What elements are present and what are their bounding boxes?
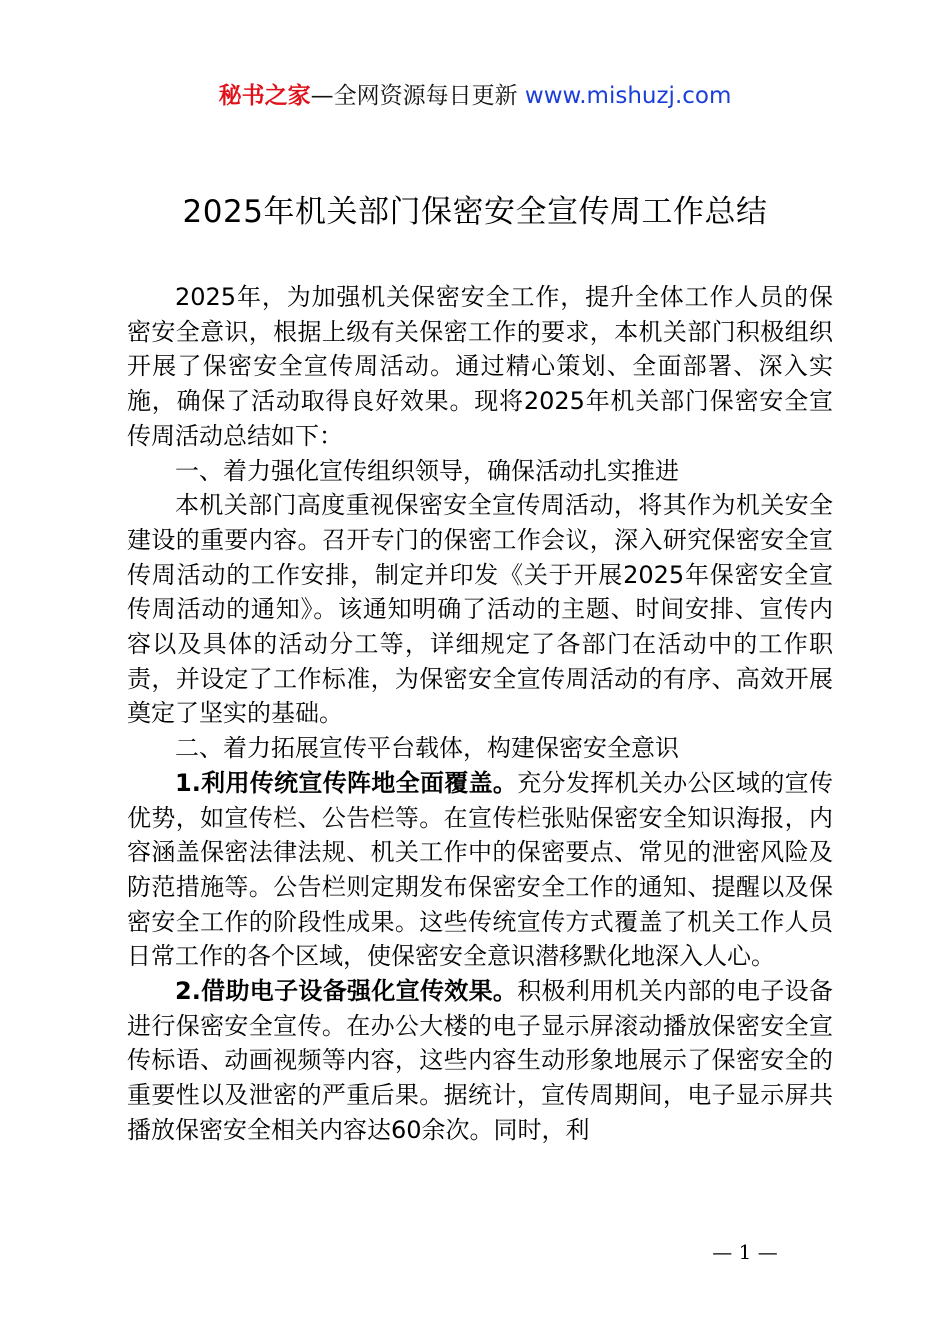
item-2-paragraph bbox=[127, 974, 833, 1148]
site-banner bbox=[0, 80, 950, 112]
site-url-link[interactable]: www.mishuzj.com bbox=[524, 83, 732, 109]
section-2-heading: 二、着力拓展宣传平台载体，构建保密安全意识 bbox=[175, 734, 679, 763]
section-1-paragraph: 本机关部门高度重视保密安全宣传周活动，将其作为机关安全建设的重要内容。召开专门的保密工作会议，深入研究保密安全宣传周活动的工作安排，制定并印发《关于开展2025年保密安全宣传周活动的通知》。该通知明确了活动的主题、时间安排、宣传内容以及具体的活动分工等，详细规定了各部门在活动中的工作职责，并设定了工作标准，为保密安全宣传周活动的有序、高效开展奠定了坚实的基础。 bbox=[127, 491, 833, 728]
item-1-text: 充分发挥机关办公区域的宣传优势，如宣传栏、公告栏等。在宣传栏张贴保密安全知识海报，内容涵盖保密法律法规、机关工作中的保密要点、常见的泄密风险及防范措施等。公告栏则定期发布保密安全工作的通知、提醒以及保密安全工作的阶段性成果。这些传统宣传方式覆盖了机关工作人员日常工作的各个区域，使保密安全意识潜移默化地深入人心。 bbox=[127, 768, 833, 971]
item-1-paragraph bbox=[127, 766, 833, 974]
banner-slogan: —全网资源每日更新 bbox=[310, 83, 518, 109]
document-body bbox=[127, 280, 833, 1148]
item-1-lead: 1.利用传统宣传阵地全面覆盖。 bbox=[175, 768, 518, 797]
item-2-lead: 2.借助电子设备强化宣传效果。 bbox=[175, 977, 518, 1006]
brand-name: 秘书之家 bbox=[218, 83, 311, 109]
section-1-heading: 一、着力强化宣传组织领导，确保活动扎实推进 bbox=[175, 456, 679, 485]
intro-paragraph: 2025年，为加强机关保密安全工作，提升全体工作人员的保密安全意识，根据上级有关保密工作的要求，本机关部门积极组织开展了保密安全宣传周活动。通过精心策划、全面部署、深入实施，确保了活动取得良好效果。现将2025年机关部门保密安全宣传周活动总结如下： bbox=[127, 283, 833, 450]
page-number: — 1 — bbox=[712, 1240, 778, 1264]
item-2-text: 积极利用机关内部的电子设备进行保密安全宣传。在办公大楼的电子显示屏滚动播放保密安全宣传标语、动画视频等内容，这些内容生动形象地展示了保密安全的重要性以及泄密的严重后果。据统计，宣传周期间，电子显示屏共播放保密安全相关内容达60余次。同时，利 bbox=[127, 977, 833, 1144]
document-title: 2025年机关部门保密安全宣传周工作总结 bbox=[182, 194, 768, 230]
